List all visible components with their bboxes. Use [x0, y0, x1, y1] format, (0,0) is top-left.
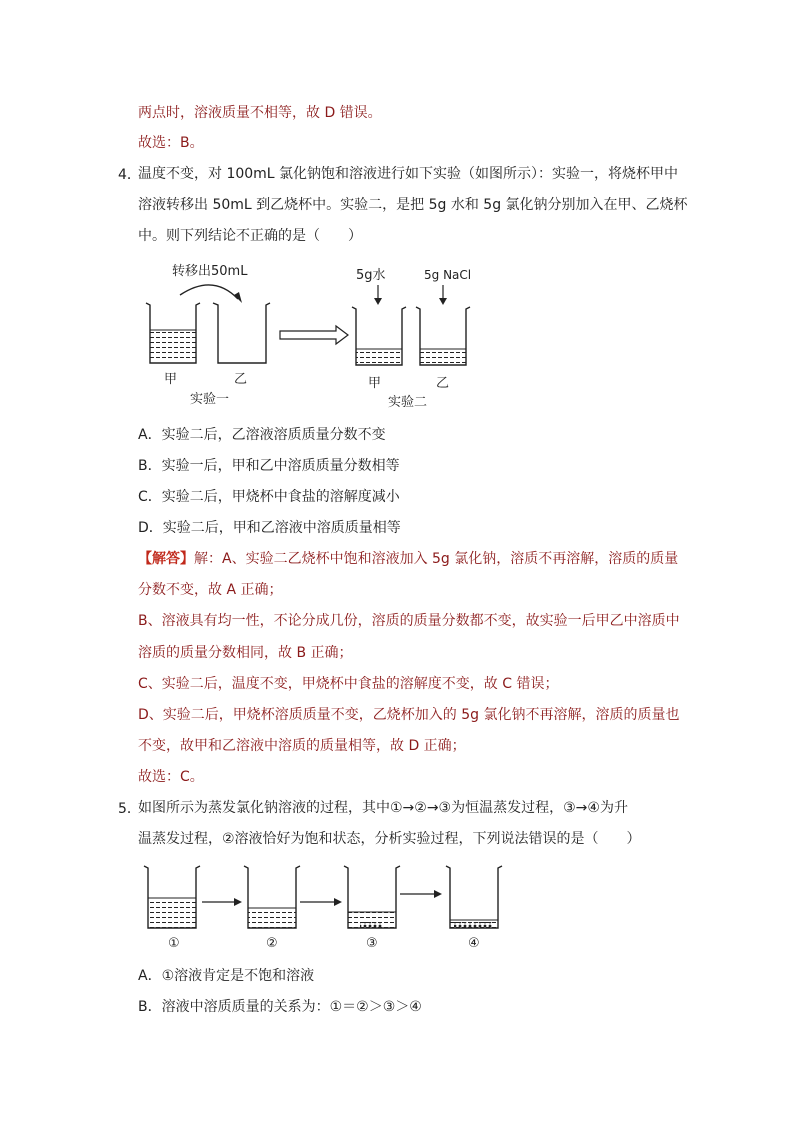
q5-number: 5． — [118, 801, 141, 817]
q5-stem-line1: 如图所示为蒸发氯化钠溶液的过程，其中①→②→③为恒温蒸发过程，③→④为升 — [138, 800, 628, 816]
q4-solution-line6: D、实验二后，甲烧杯溶质质量不变，乙烧杯加入的 5g 氯化钠不再溶解，溶质的质量也 — [138, 707, 680, 723]
q4-solution-line1 — [138, 549, 678, 569]
water-label: 5g水 — [356, 268, 386, 283]
beaker-yi-label-1: 乙 — [234, 372, 248, 387]
beaker-yi-exp1 — [213, 303, 270, 363]
beaker-jia-label-2: 甲 — [368, 376, 382, 391]
q4-option-c: C．实验二后，甲烧杯中食盐的溶解度减小 — [138, 489, 400, 505]
solution-tag: 【解答】 — [138, 551, 194, 567]
transfer-arrowhead — [234, 292, 242, 303]
q4-stem-line1: 温度不变，对 100mL 氯化钠饱和溶液进行如下实验（如图所示）：实验一，将烧杯甲中 — [138, 166, 679, 182]
beaker-4-label: ④ — [468, 936, 480, 951]
q4-solution-line3: B、溶液具有均一性，不论分成几份，溶质的质量分数都不变，故实验一后甲乙中溶质中 — [138, 613, 680, 629]
q4-solution-line2: 分数不变，故 A 正确； — [138, 582, 283, 598]
exp2-label: 实验二 — [388, 395, 428, 410]
q4-solution-line4: 溶质的质量分数相同，故 B 正确； — [138, 645, 353, 661]
beaker-1 — [144, 866, 200, 928]
prev-answer: 故选：B。 — [138, 135, 204, 151]
beaker-1-label: ① — [168, 936, 180, 951]
q4-solution-text1: 解：A、实验二乙烧杯中饱和溶液加入 5g 氯化钠，溶质不再溶解，溶质的质量 — [194, 551, 679, 567]
q5-stem-line2: 温蒸发过程，②溶液恰好为饱和状态，分析实验过程，下列说法错误的是（ ） — [138, 831, 641, 847]
beaker-3 — [344, 866, 400, 928]
beaker-2 — [244, 866, 300, 928]
transfer-label: 转移出50mL — [172, 264, 248, 279]
q4-solution-line5: C、实验二后，温度不变，甲烧杯中食盐的溶解度不变，故 C 错误； — [138, 676, 559, 692]
beaker-jia-exp2 — [352, 307, 406, 365]
q4-number: 4． — [118, 167, 141, 183]
q4-stem-line3: 中。则下列结论不正确的是（ ） — [138, 228, 362, 244]
transfer-arrow — [180, 285, 238, 299]
q4-figure-svg — [138, 255, 498, 415]
q4-option-d: D．实验二后，甲和乙溶液中溶质质量相等 — [138, 520, 401, 536]
beaker-yi-exp2 — [416, 307, 470, 365]
beaker-4 — [446, 866, 502, 928]
process-arrow — [280, 326, 348, 344]
beaker-yi-label-2: 乙 — [436, 376, 450, 391]
q5-option-b: B．溶液中溶质质量的关系为：①＝②＞③＞④ — [138, 999, 422, 1015]
q4-stem-line2: 溶液转移出 50mL 到乙烧杯中。实验二，是把 5g 水和 5g 氯化钠分别加入在甲、乙烧杯 — [138, 197, 688, 213]
beaker-jia-label-1: 甲 — [164, 372, 178, 387]
exp1-label: 实验一 — [190, 392, 230, 407]
q5-figure-svg — [138, 860, 508, 956]
q5-figure — [138, 860, 508, 956]
q4-option-b: B．实验一后，甲和乙中溶质质量分数相等 — [138, 458, 400, 474]
nacl-label: 5g NaCl — [424, 268, 472, 282]
q4-figure — [138, 255, 498, 415]
q4-solution-line7: 不变，故甲和乙溶液中溶质的质量相等，故 D 正确； — [138, 738, 466, 754]
beaker-jia-exp1 — [146, 303, 200, 363]
beaker-2-label: ② — [266, 936, 278, 951]
prev-solution-line: 两点时，溶液质量不相等，故 D 错误。 — [138, 105, 382, 121]
q5-option-a: A．①溶液肯定是不饱和溶液 — [138, 968, 315, 984]
q4-option-a: A．实验二后，乙溶液溶质质量分数不变 — [138, 427, 386, 443]
beaker-3-label: ③ — [366, 936, 378, 951]
q4-answer: 故选：C。 — [138, 769, 204, 785]
